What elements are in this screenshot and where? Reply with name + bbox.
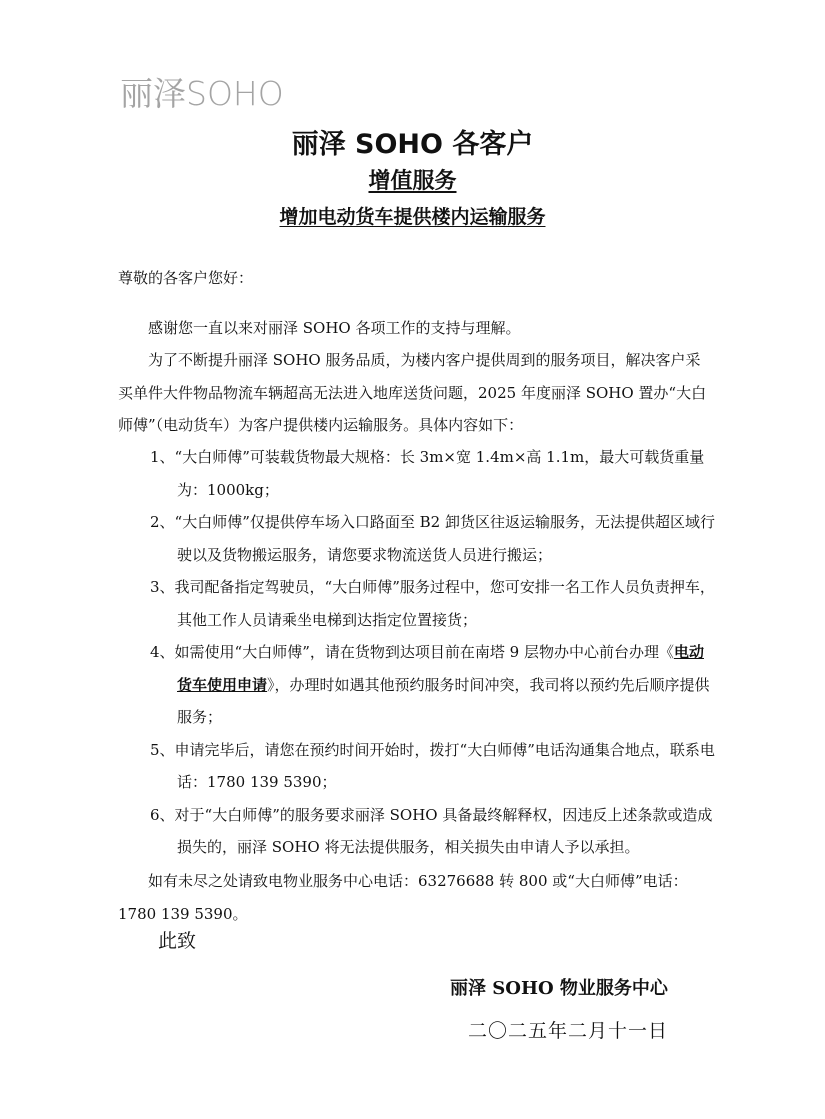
list-item-text: 》，办理时如遇其他预约服务时间冲突，我司将以预约先后顺序提供服务； [177, 675, 710, 726]
list-item: 5、申请完毕后，请您在预约时间开始时，拨打“大白师傅”电话沟通集合地点，联系电话：1780 139 5390； [150, 740, 715, 791]
notice-date: 二〇二五年二月十一日 [468, 1020, 669, 1042]
contact-paragraph: 如有未尽之处请致电物业服务中心电话：63276688 转 800 或“大白师傅”电话：1780 139 5390。 [118, 872, 688, 923]
list-item: 6、对于“大白师傅”的服务要求丽泽 SOHO 具备最终解释权，因违反上述条款或造成损失的，丽泽 SOHO 将无法提供服务，相关损失由申请人予以承担。 [150, 805, 713, 856]
purpose-paragraph: 为了不断提升丽泽 SOHO 服务品质，为楼内客户提供周到的服务项目，解决客户采买单件大件物品物流车辆超高无法进入地库送货问题，2025 年度丽泽 SOHO 置办“大白师傅”（电动货车）为客户提供楼内运输服务。具体内容如下： [118, 351, 707, 434]
notice-subtitle: 增值服务 [368, 169, 457, 194]
notice-heading: 增加电动货车提供楼内运输服务 [279, 206, 546, 228]
notice-title: 丽泽 SOHO 各客户 [291, 129, 534, 160]
application-form-name: 电动货车使用申请 [177, 643, 704, 694]
list-item: 2、“大白师傅”仅提供停车场入口路面至 B2 卸货区往返运输服务，无法提供超区域行驶以及货物搬运服务，请您要求物流送货人员进行搬运； [150, 513, 715, 564]
greeting: 尊敬的各客户您好： [118, 269, 254, 287]
list-item-text: 4、如需使用“大白师傅”，请在货物到达项目前在南塔 9 层物办中心前台办理《 [150, 643, 674, 661]
list-item: 1、“大白师傅”可装载货物最大规格：长 3m×宽 1.4m×高 1.1m，最大可载货重量为：1000kg； [150, 448, 705, 499]
intro-paragraph: 感谢您一直以来对丽泽 SOHO 各项工作的支持与理解。 [148, 319, 521, 337]
list-item: 3、我司配备指定驾驶员，“大白师傅”服务过程中，您可安排一名工作人员负责押车，其他工作人员请乘坐电梯到达指定位置接货； [150, 578, 715, 629]
service-terms-list [150, 441, 715, 864]
closing-salutation: 此致 [158, 930, 197, 952]
signature: 丽泽 SOHO 物业服务中心 [450, 978, 668, 999]
company-logo: 丽泽SOHO [120, 74, 284, 113]
list-item [150, 636, 715, 734]
